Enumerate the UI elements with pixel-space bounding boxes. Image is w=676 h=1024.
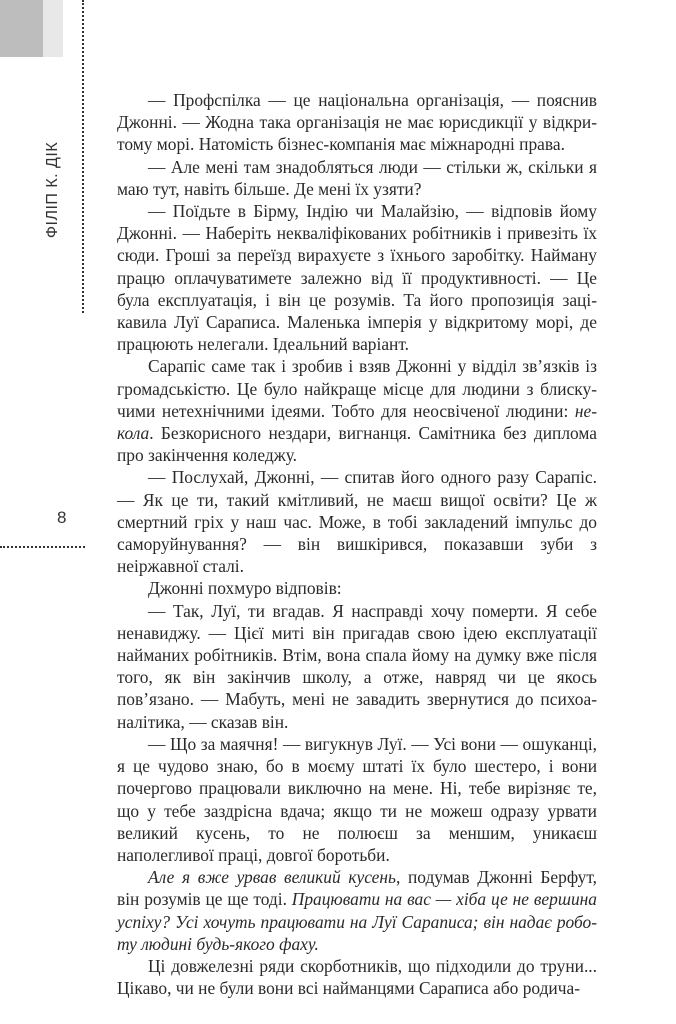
text-segment: Джонні похмуро відповів: — [148, 578, 342, 599]
italic-segment: Але я вже урвав великий кусень — [148, 867, 396, 888]
page-number: 8 — [57, 508, 67, 527]
paragraph — [117, 866, 597, 955]
text-segment: Ці довжелезні ряди скорботників, що підходили до труни... Цікаво, чи не були вони всі найманцями Сараписа або родича- — [117, 955, 597, 999]
running-head-author: ФІЛІП К. ДІК — [44, 141, 61, 239]
text-segment: . Безкорисного нездари, вигнанця. Самітника без диплома про закінчення коледжу. — [117, 423, 597, 466]
paragraph — [117, 577, 597, 599]
page-edge-tab-dark — [0, 0, 43, 57]
text-segment: , подумав Джонні Берфут, він розумів це ще тоді. — [117, 867, 597, 910]
italic-segment: некола — [117, 400, 597, 444]
paragraph — [117, 156, 597, 200]
paragraph — [117, 600, 597, 733]
text-segment: — Профспілка — це національна організація, — пояснив Джонні. — Жодна така організація не має юрисдикції у відкритому морі. Натомість бізнес-компанія має міжнародні права. — [117, 90, 597, 155]
paragraph — [117, 355, 597, 466]
text-segment: Сарапіс саме так і зробив і взяв Джонні у відділ зв’язків із громадськістю. Це було найкраще місце для людини з блискучими нетехнічними ідеями. Тобто для неосвіченої людини: — [117, 356, 597, 421]
margin-dotted-rule-horizontal — [0, 546, 85, 548]
text-segment: — Що за маячня! — вигукнув Луї. — Усі вони — ошуканці, я це чудово знаю, бо в моєму штаті їх було шестеро, і вони почергово працювали виключно на мене. Ні, тебе вирізняє те, що у тебе заздрісна вдача; якщо ти не можеш одразу урвати великий кусень, то не полюєш за меншим, уникаєш наполегливої праці, довгої боротьби. — [117, 733, 597, 865]
paragraph — [117, 200, 597, 355]
paragraph — [117, 89, 597, 156]
margin-dotted-rule-vertical — [82, 0, 84, 313]
text-segment: — Так, Луї, ти вгадав. Я насправді хочу померти. Я себе ненавиджу. — Цієї миті він пригадав свою ідею експлуатації найманих робітників. Втім, вона спала йому на думку вже після того, як він закінчив школу, а отже, навряд чи це якось пов’язано. — Мабуть, мені не завадить звернутися до психоаналітика, — сказав він. — [117, 600, 597, 732]
text-segment: — Але мені там знадобляться люди — стільки ж, скільки я маю тут, навіть більше. Де мені їх узяти? — [117, 156, 597, 199]
text-segment: — Послухай, Джонні, — спитав його одного разу Сарапіс. — Як це ти, такий кмітливий, не маєш вищої освіти? Це ж смертний гріх у наш час. Може, в тобі закладений імпульс до саморуйнування? — він вишкірився, показавши зуби з неіржавної сталі. — [117, 467, 597, 577]
italic-segment: Працювати на вас — хіба це не вершина успіху? Усі хочуть працювати на Луї Сараписа; він надає роботу людині будь-якого фаху. — [117, 889, 597, 954]
paragraph — [117, 733, 597, 866]
paragraph — [117, 955, 597, 999]
paragraph — [117, 466, 597, 577]
body-text — [117, 89, 597, 999]
text-segment: — Поїдьте в Бірму, Індію чи Малайзію, — відповів йому Джонні. — Наберіть некваліфікованих робітників і привезіть їх сюди. Гроші за переїзд вирахуєте з їхнього заробітку. Найману працю оплачуватимете залежно від її продуктивності. — Це була експлуатація, і він це розумів. Та його пропозиція зацікавила Луї Сараписа. Маленька імперія у відкритому морі, де працюють нелегали. Ідеальний варіант. — [117, 201, 597, 355]
page-edge-tab-light — [43, 0, 63, 57]
